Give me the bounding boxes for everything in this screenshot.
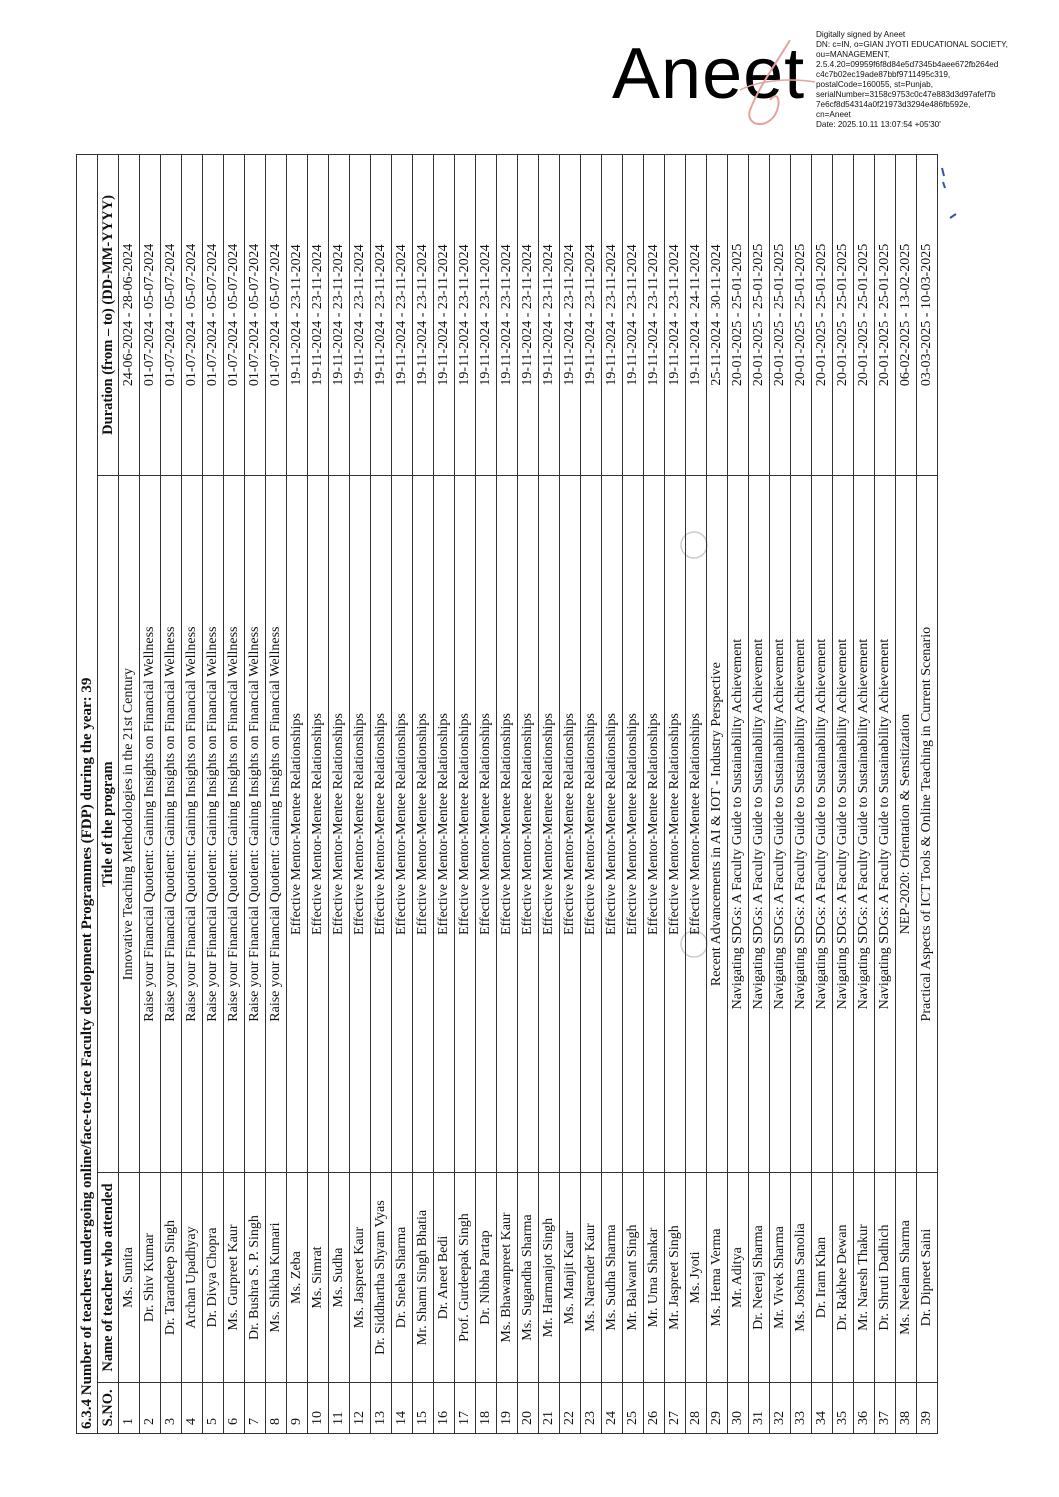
cell-duration: 19-11-2024 - 23-11-2024 xyxy=(329,155,350,476)
cell-program-title: Effective Mentor-Mentee Relationships xyxy=(665,475,686,1172)
cell-teacher-name: Ms. Jaspreet Kaur xyxy=(350,1173,371,1382)
cell-duration: 19-11-2024 - 23-11-2024 xyxy=(623,155,644,476)
cell-teacher-name: Dr. Nibha Partap xyxy=(476,1173,497,1382)
cell-program-title: Effective Mentor-Mentee Relationships xyxy=(560,475,581,1172)
cell-sno: 20 xyxy=(518,1382,539,1433)
cell-sno: 24 xyxy=(602,1382,623,1433)
cell-duration: 20-01-2025 - 25-01-2025 xyxy=(854,155,875,476)
table-row xyxy=(539,155,560,1434)
header-program-title: Title of the program xyxy=(98,475,119,1172)
table-row xyxy=(623,155,644,1434)
cell-sno: 34 xyxy=(812,1382,833,1433)
fdp-table-container xyxy=(76,154,956,1434)
cell-sno: 32 xyxy=(770,1382,791,1433)
cell-sno: 36 xyxy=(854,1382,875,1433)
cell-program-title: Effective Mentor-Mentee Relationships xyxy=(392,475,413,1172)
cell-sno: 26 xyxy=(644,1382,665,1433)
cell-program-title: Effective Mentor-Mentee Relationships xyxy=(686,475,707,1172)
cell-duration: 24-06-2024 - 28-06-2024 xyxy=(119,155,140,476)
cell-duration: 19-11-2024 - 23-11-2024 xyxy=(497,155,518,476)
cell-sno: 13 xyxy=(371,1382,392,1433)
cell-duration: 01-07-2024 - 05-07-2024 xyxy=(266,155,287,476)
cell-sno: 1 xyxy=(119,1382,140,1433)
cell-duration: 20-01-2025 - 25-01-2025 xyxy=(749,155,770,476)
table-row xyxy=(644,155,665,1434)
table-row xyxy=(707,155,728,1434)
cell-sno: 17 xyxy=(455,1382,476,1433)
cell-program-title: Navigating SDGs: A Faculty Guide to Sustainability Achievement xyxy=(854,475,875,1172)
cell-sno: 27 xyxy=(665,1382,686,1433)
cell-teacher-name: Mr. Uma Shankar xyxy=(644,1173,665,1382)
cell-sno: 21 xyxy=(539,1382,560,1433)
cell-teacher-name: Ms. Narender Kaur xyxy=(581,1173,602,1382)
cell-program-title: Navigating SDGs: A Faculty Guide to Sustainability Achievement xyxy=(749,475,770,1172)
table-row xyxy=(476,155,497,1434)
cell-sno: 6 xyxy=(224,1382,245,1433)
table-row xyxy=(665,155,686,1434)
cell-sno: 31 xyxy=(749,1382,770,1433)
cell-duration: 19-11-2024 - 23-11-2024 xyxy=(455,155,476,476)
cell-program-title: Effective Mentor-Mentee Relationships xyxy=(371,475,392,1172)
table-header-row xyxy=(98,155,119,1434)
table-row xyxy=(875,155,896,1434)
cell-teacher-name: Mr. Naresh Thakur xyxy=(854,1173,875,1382)
cell-program-title: Effective Mentor-Mentee Relationships xyxy=(518,475,539,1172)
cell-duration: 20-01-2025 - 25-01-2025 xyxy=(875,155,896,476)
cell-duration: 01-07-2024 - 05-07-2024 xyxy=(182,155,203,476)
table-row xyxy=(602,155,623,1434)
cell-program-title: NEP-2020: Orientation & Sensitization xyxy=(896,475,917,1172)
cell-program-title: Raise your Financial Quotient: Gaining Insights on Financial Wellness xyxy=(245,475,266,1172)
table-row xyxy=(518,155,539,1434)
cell-program-title: Effective Mentor-Mentee Relationships xyxy=(476,475,497,1172)
cell-teacher-name: Mr. Harmanjot Singh xyxy=(539,1173,560,1382)
signature-detail-line: postalCode=160055, st=Punjab, xyxy=(816,80,933,89)
cell-teacher-name: Ms. Neelam Sharma xyxy=(896,1173,917,1382)
cell-duration: 25-11-2024 - 30-11-2024 xyxy=(707,155,728,476)
table-row xyxy=(896,155,917,1434)
cell-teacher-name: Dr. Shruti Dadhich xyxy=(875,1173,896,1382)
cell-duration: 19-11-2024 - 23-11-2024 xyxy=(308,155,329,476)
cell-sno: 18 xyxy=(476,1382,497,1433)
cell-program-title: Navigating SDGs: A Faculty Guide to Sustainability Achievement xyxy=(812,475,833,1172)
cell-sno: 16 xyxy=(434,1382,455,1433)
cell-teacher-name: Dr. Bushra S. P. Singh xyxy=(245,1173,266,1382)
table-row xyxy=(119,155,140,1434)
cell-teacher-name: Ms. Jyoti xyxy=(686,1173,707,1382)
cell-duration: 19-11-2024 - 23-11-2024 xyxy=(518,155,539,476)
cell-program-title: Effective Mentor-Mentee Relationships xyxy=(497,475,518,1172)
cell-teacher-name: Dr. Shiv Kumar xyxy=(140,1173,161,1382)
table-row xyxy=(581,155,602,1434)
cell-duration: 20-01-2025 - 25-01-2025 xyxy=(770,155,791,476)
header-duration: Duration (from – to) (DD-MM-YYYY) xyxy=(98,155,119,476)
table-row xyxy=(833,155,854,1434)
cell-program-title: Effective Mentor-Mentee Relationships xyxy=(350,475,371,1172)
cell-program-title: Raise your Financial Quotient: Gaining Insights on Financial Wellness xyxy=(266,475,287,1172)
signature-detail-line: cn=Aneet xyxy=(816,110,851,119)
cell-program-title: Effective Mentor-Mentee Relationships xyxy=(287,475,308,1172)
cell-program-title: Navigating SDGs: A Faculty Guide to Sustainability Achievement xyxy=(833,475,854,1172)
cell-program-title: Effective Mentor-Mentee Relationships xyxy=(602,475,623,1172)
table-row xyxy=(455,155,476,1434)
table-row xyxy=(266,155,287,1434)
cell-sno: 38 xyxy=(896,1382,917,1433)
signature-detail-line: 7e6cf8d54314a0f21973d3294e486fb592e, xyxy=(816,100,971,109)
cell-teacher-name: Ms. Bhawanpreet Kaur xyxy=(497,1173,518,1382)
table-body xyxy=(119,155,938,1434)
fdp-table xyxy=(97,154,938,1434)
table-row xyxy=(161,155,182,1434)
table-row xyxy=(203,155,224,1434)
cell-sno: 22 xyxy=(560,1382,581,1433)
cell-teacher-name: Dr. Rakhee Dewan xyxy=(833,1173,854,1382)
table-row xyxy=(350,155,371,1434)
cell-program-title: Effective Mentor-Mentee Relationships xyxy=(644,475,665,1172)
cell-duration: 20-01-2025 - 25-01-2025 xyxy=(791,155,812,476)
cell-teacher-name: Ms. Zeba xyxy=(287,1173,308,1382)
cell-program-title: Effective Mentor-Mentee Relationships xyxy=(623,475,644,1172)
table-row xyxy=(245,155,266,1434)
signature-detail-line: serialNumber=3158c9753c0c47e883d3d97afef7b xyxy=(816,90,996,99)
cell-sno: 2 xyxy=(140,1382,161,1433)
table-row xyxy=(224,155,245,1434)
cell-program-title: Raise your Financial Quotient: Gaining Insights on Financial Wellness xyxy=(203,475,224,1172)
cell-sno: 3 xyxy=(161,1382,182,1433)
cell-teacher-name: Ms. Simrat xyxy=(308,1173,329,1382)
signature-detail-line: ou=MANAGEMENT, xyxy=(816,50,890,59)
table-row xyxy=(917,155,938,1434)
cell-sno: 25 xyxy=(623,1382,644,1433)
cell-program-title: Effective Mentor-Mentee Relationships xyxy=(581,475,602,1172)
cell-teacher-name: Ms. Sudha xyxy=(329,1173,350,1382)
cell-sno: 35 xyxy=(833,1382,854,1433)
table-row xyxy=(497,155,518,1434)
cell-program-title: Practical Aspects of ICT Tools & Online Teaching in Current Scenario xyxy=(917,475,938,1172)
cell-program-title: Raise your Financial Quotient: Gaining Insights on Financial Wellness xyxy=(161,475,182,1172)
cell-program-title: Effective Mentor-Mentee Relationships xyxy=(413,475,434,1172)
cell-duration: 20-01-2025 - 25-01-2025 xyxy=(833,155,854,476)
signature-detail-line: c4c7b02ec19ade87bbf9711495c319, xyxy=(816,70,951,79)
cell-duration: 20-01-2025 - 25-01-2025 xyxy=(728,155,749,476)
cell-sno: 28 xyxy=(686,1382,707,1433)
cell-sno: 19 xyxy=(497,1382,518,1433)
signature-detail-line: Date: 2025.10.11 13:07:54 +05'30' xyxy=(816,120,941,129)
table-row xyxy=(749,155,770,1434)
cell-sno: 37 xyxy=(875,1382,896,1433)
cell-program-title: Navigating SDGs: A Faculty Guide to Sustainability Achievement xyxy=(728,475,749,1172)
cell-sno: 12 xyxy=(350,1382,371,1433)
cell-program-title: Recent Advancements in AI & IOT - Industry Perspective xyxy=(707,475,728,1172)
table-row xyxy=(854,155,875,1434)
table-row xyxy=(770,155,791,1434)
cell-duration: 03-03-2025 - 10-03-2025 xyxy=(917,155,938,476)
cell-sno: 7 xyxy=(245,1382,266,1433)
cell-program-title: Effective Mentor-Mentee Relationships xyxy=(539,475,560,1172)
signature-name: Aneet xyxy=(612,34,806,114)
table-row xyxy=(182,155,203,1434)
cell-teacher-name: Ms. Gurpreet Kaur xyxy=(224,1173,245,1382)
cell-duration: 06-02-2025 - 13-02-2025 xyxy=(896,155,917,476)
cell-program-title: Effective Mentor-Mentee Relationships xyxy=(455,475,476,1172)
cell-teacher-name: Ms. Hema Verma xyxy=(707,1173,728,1382)
cell-duration: 01-07-2024 - 05-07-2024 xyxy=(224,155,245,476)
signature-detail-line: DN: c=IN, o=GIAN JYOTI EDUCATIONAL SOCIETY, xyxy=(816,40,1008,49)
cell-program-title: Raise your Financial Quotient: Gaining Insights on Financial Wellness xyxy=(182,475,203,1172)
cell-teacher-name: Dr. Aneet Bedi xyxy=(434,1173,455,1382)
cell-duration: 19-11-2024 - 23-11-2024 xyxy=(560,155,581,476)
cell-sno: 4 xyxy=(182,1382,203,1433)
table-row xyxy=(812,155,833,1434)
cell-duration: 01-07-2024 - 05-07-2024 xyxy=(203,155,224,476)
cell-sno: 10 xyxy=(308,1382,329,1433)
header-teacher-name: Name of teacher who attended xyxy=(98,1173,119,1382)
cell-duration: 19-11-2024 - 23-11-2024 xyxy=(392,155,413,476)
table-row xyxy=(287,155,308,1434)
table-row xyxy=(308,155,329,1434)
table-row xyxy=(791,155,812,1434)
cell-duration: 01-07-2024 - 05-07-2024 xyxy=(245,155,266,476)
cell-teacher-name: Mr. Vivek Sharma xyxy=(770,1173,791,1382)
cell-duration: 19-11-2024 - 23-11-2024 xyxy=(476,155,497,476)
cell-program-title: Innovative Teaching Methodologies in the 21st Century xyxy=(119,475,140,1172)
signature-detail-line: 2.5.4.20=09959f6f8d84e5d7345b4aee672fb264ed xyxy=(816,60,999,69)
cell-teacher-name: Ms. Manjit Kaur xyxy=(560,1173,581,1382)
cell-duration: 01-07-2024 - 05-07-2024 xyxy=(140,155,161,476)
cell-sno: 8 xyxy=(266,1382,287,1433)
cell-teacher-name: Dr. Tarandeep Singh xyxy=(161,1173,182,1382)
cell-program-title: Navigating SDGs: A Faculty Guide to Sustainability Achievement xyxy=(791,475,812,1172)
cell-duration: 01-07-2024 - 05-07-2024 xyxy=(161,155,182,476)
cell-sno: 9 xyxy=(287,1382,308,1433)
table-row xyxy=(434,155,455,1434)
cell-teacher-name: Dr. Iram Khan xyxy=(812,1173,833,1382)
cell-teacher-name: Ms. Sunita xyxy=(119,1173,140,1382)
table-caption: 6.3.4 Number of teachers undergoing online/face-to-face Faculty development Programmes (FDP) during the year: 39 xyxy=(76,154,97,1434)
table-row xyxy=(728,155,749,1434)
table-row xyxy=(329,155,350,1434)
cell-program-title: Effective Mentor-Mentee Relationships xyxy=(308,475,329,1172)
table-row xyxy=(560,155,581,1434)
cell-program-title: Raise your Financial Quotient: Gaining Insights on Financial Wellness xyxy=(140,475,161,1172)
cell-teacher-name: Ms. Joshna Sanolia xyxy=(791,1173,812,1382)
cell-teacher-name: Dr. Siddhartha Shyam Vyas xyxy=(371,1173,392,1382)
table-row xyxy=(371,155,392,1434)
cell-sno: 33 xyxy=(791,1382,812,1433)
cell-teacher-name: Ms. Sugandha Sharma xyxy=(518,1173,539,1382)
cell-duration: 20-01-2025 - 25-01-2025 xyxy=(812,155,833,476)
cell-teacher-name: Dr. Divya Chopra xyxy=(203,1173,224,1382)
cell-sno: 39 xyxy=(917,1382,938,1433)
cell-teacher-name: Archan Upadhyay xyxy=(182,1173,203,1382)
table-row xyxy=(392,155,413,1434)
cell-program-title: Navigating SDGs: A Faculty Guide to Sustainability Achievement xyxy=(875,475,896,1172)
cell-duration: 19-11-2024 - 23-11-2024 xyxy=(287,155,308,476)
cell-teacher-name: Mr. Shami Singh Bhatia xyxy=(413,1173,434,1382)
cell-duration: 19-11-2024 - 23-11-2024 xyxy=(539,155,560,476)
cell-sno: 23 xyxy=(581,1382,602,1433)
cell-duration: 19-11-2024 - 23-11-2024 xyxy=(434,155,455,476)
cell-duration: 19-11-2024 - 23-11-2024 xyxy=(413,155,434,476)
cell-duration: 19-11-2024 - 23-11-2024 xyxy=(602,155,623,476)
cell-duration: 19-11-2024 - 24-11-2024 xyxy=(686,155,707,476)
cell-teacher-name: Ms. Sudha Sharma xyxy=(602,1173,623,1382)
cell-duration: 19-11-2024 - 23-11-2024 xyxy=(350,155,371,476)
table-row xyxy=(686,155,707,1434)
cell-teacher-name: Dr. Sneha Sharma xyxy=(392,1173,413,1382)
cell-teacher-name: Dr. Neeraj Sharma xyxy=(749,1173,770,1382)
cell-teacher-name: Ms. Shikha Kumari xyxy=(266,1173,287,1382)
cell-duration: 19-11-2024 - 23-11-2024 xyxy=(581,155,602,476)
cell-program-title: Effective Mentor-Mentee Relationships xyxy=(329,475,350,1172)
signature-detail-line: Digitally signed by Aneet xyxy=(816,30,906,39)
cell-sno: 29 xyxy=(707,1382,728,1433)
cell-teacher-name: Prof. Gurdeepak Singh xyxy=(455,1173,476,1382)
cell-duration: 19-11-2024 - 23-11-2024 xyxy=(371,155,392,476)
cell-program-title: Effective Mentor-Mentee Relationships xyxy=(434,475,455,1172)
cell-sno: 14 xyxy=(392,1382,413,1433)
table-row xyxy=(413,155,434,1434)
cell-sno: 11 xyxy=(329,1382,350,1433)
cell-sno: 5 xyxy=(203,1382,224,1433)
cell-program-title: Navigating SDGs: A Faculty Guide to Sustainability Achievement xyxy=(770,475,791,1172)
cell-teacher-name: Mr. Jaspreet Singh xyxy=(665,1173,686,1382)
cell-teacher-name: Mr. Aditya xyxy=(728,1173,749,1382)
cell-teacher-name: Dr. Dipneet Saini xyxy=(917,1173,938,1382)
table-row xyxy=(140,155,161,1434)
cell-sno: 15 xyxy=(413,1382,434,1433)
cell-duration: 19-11-2024 - 23-11-2024 xyxy=(665,155,686,476)
cell-program-title: Raise your Financial Quotient: Gaining Insights on Financial Wellness xyxy=(224,475,245,1172)
cell-teacher-name: Mr. Balwant Singh xyxy=(623,1173,644,1382)
cell-sno: 30 xyxy=(728,1382,749,1433)
cell-duration: 19-11-2024 - 23-11-2024 xyxy=(644,155,665,476)
header-sno: S.NO. xyxy=(98,1382,119,1433)
